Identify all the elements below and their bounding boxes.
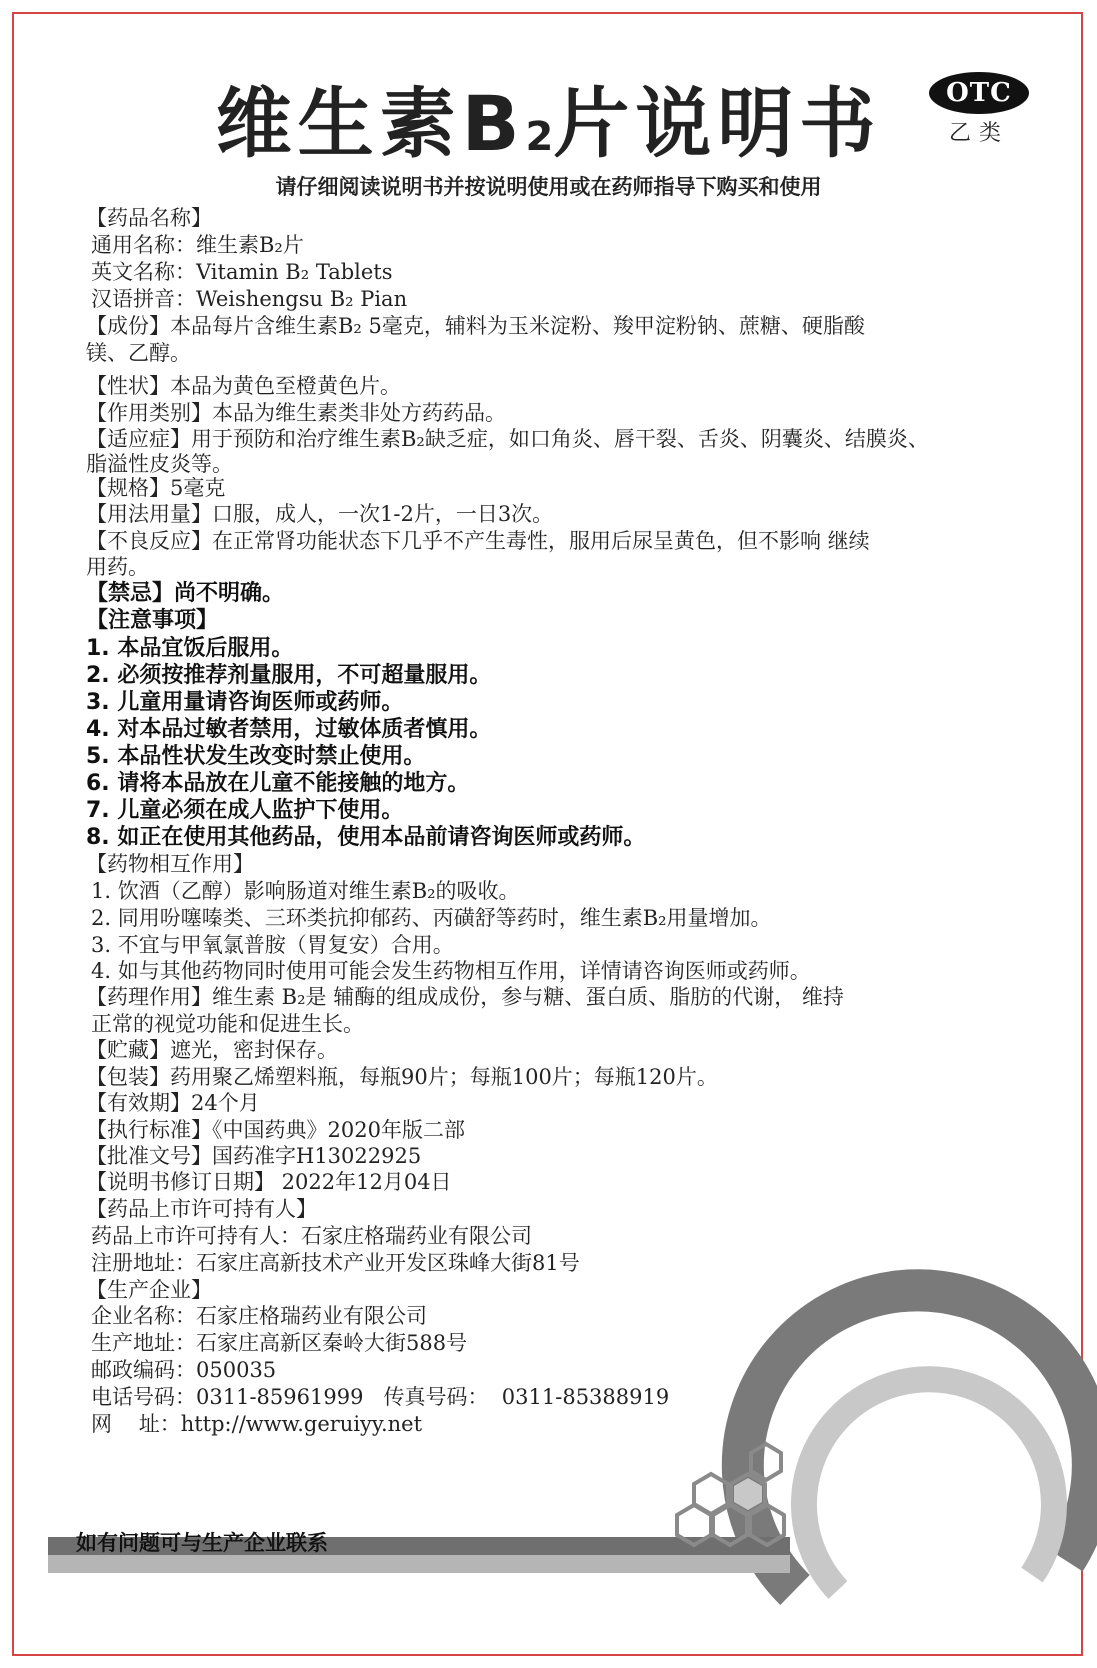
phone-fax: 电话号码：0311-85961999 传真号码： 0311-85388919: [91, 1385, 670, 1409]
decorative-bar-light: [48, 1555, 790, 1573]
section-heading-interactions: 【药物相互作用】: [86, 852, 254, 876]
decorative-inner-arc: [804, 1379, 1054, 1590]
precaution-item: 3. 儿童用量请咨询医师或药师。: [86, 690, 404, 715]
section-heading-manufacturer: 【生产企业】: [86, 1278, 212, 1302]
packaging: 【包装】药用聚乙烯塑料瓶，每瓶90片；每瓶100片；每瓶120片。: [86, 1065, 718, 1089]
manufacturer-name: 企业名称：石家庄格瑞药业有限公司: [91, 1304, 427, 1328]
standard: 【执行标准】《中国药典》2020年版二部: [86, 1118, 465, 1142]
precaution-item: 1. 本品宜饭后服用。: [86, 636, 294, 661]
description: 【性状】本品为黄色至橙黄色片。: [86, 374, 401, 398]
revision-date: 【说明书修订日期】 2022年12月04日: [86, 1170, 452, 1194]
website: 网 址：http://www.geruiyy.net: [91, 1412, 423, 1436]
mah-name: 药品上市许可持有人：石家庄格瑞药业有限公司: [91, 1224, 532, 1248]
dosage: 【用法用量】口服，成人，一次1-2片，一日3次。: [86, 502, 554, 526]
english-name: 英文名称：Vitamin B₂ Tablets: [91, 260, 393, 284]
precaution-item: 8. 如正在使用其他药品，使用本品前请咨询医师或药师。: [86, 825, 646, 850]
category: 【作用类别】本品为维生素类非处方药药品。: [86, 401, 506, 425]
precaution-item: 2. 必须按推荐剂量服用，不可超量服用。: [86, 663, 492, 688]
interaction-item: 2. 同用吩噻嗪类、三环类抗抑郁药、丙磺舒等药时，维生素B₂用量增加。: [91, 906, 772, 930]
precaution-item: 5. 本品性状发生改变时禁止使用。: [86, 744, 426, 769]
registered-address: 注册地址：石家庄高新技术产业开发区珠峰大街81号: [91, 1251, 580, 1275]
interaction-item: 3. 不宜与甲氧氯普胺（胃复安）合用。: [91, 933, 454, 957]
generic-name: 通用名称：维生素B₂片: [91, 233, 304, 257]
precaution-item: 7. 儿童必须在成人监护下使用。: [86, 798, 404, 823]
otc-class-label: 乙类: [948, 121, 1009, 146]
ingredients-line-1: 【成份】本品每片含维生素B₂ 5毫克，辅料为玉米淀粉、羧甲淀粉钠、蔗糖、硬脂酸: [86, 314, 865, 338]
storage: 【贮藏】遮光，密封保存。: [86, 1038, 338, 1062]
title-prefix: 维生素B: [215, 79, 526, 168]
section-heading-drug-name: 【药品名称】: [86, 206, 212, 230]
pharmacology-line-1: 【药理作用】维生素 B₂是 辅酶的组成成份，参与糖、蛋白质、脂肪的代谢， 维持: [86, 985, 844, 1009]
interaction-item: 1. 饮酒（乙醇）影响肠道对维生素B₂的吸收。: [91, 879, 520, 903]
usage-advice: 请仔细阅读说明书并按说明使用或在药师指导下购买和使用: [275, 175, 822, 199]
pharmacology-line-2: 正常的视觉功能和促进生长。: [91, 1012, 364, 1036]
approval-number: 【批准文号】国药准字H13022925: [86, 1144, 422, 1168]
ingredients-line-2: 镁、乙醇。: [86, 341, 191, 365]
adverse-reactions-line-2: 用药。: [86, 555, 149, 579]
contraindications: 【禁忌】尚不明确。: [86, 581, 285, 606]
title-subscript: 2: [525, 114, 554, 160]
precaution-item: 6. 请将本品放在儿童不能接触的地方。: [86, 771, 470, 796]
interaction-item: 4. 如与其他药物同时使用可能会发生药物相互作用，详情请咨询医师或药师。: [91, 959, 811, 983]
manufacturer-address: 生产地址：石家庄高新区秦岭大街588号: [91, 1331, 468, 1355]
section-heading-precautions: 【注意事项】: [86, 608, 219, 633]
strength: 【规格】5毫克: [86, 476, 226, 500]
precaution-item: 4. 对本品过敏者禁用，过敏体质者慎用。: [86, 717, 492, 742]
indications-line-2: 脂溢性皮炎等。: [86, 452, 233, 476]
adverse-reactions-line-1: 【不良反应】在正常肾功能状态下几乎不产生毒性，服用后尿呈黄色，但不影响 继续: [86, 529, 870, 553]
indications-line-1: 【适应症】用于预防和治疗维生素B₂缺乏症，如口角炎、唇干裂、舌炎、阴囊炎、结膜炎、: [86, 427, 929, 451]
postal-code: 邮政编码：050035: [91, 1358, 277, 1382]
otc-badge-label: OTC: [929, 72, 1029, 114]
title-suffix: 片说明书: [553, 79, 882, 168]
pinyin-name: 汉语拼音：Weishengsu B₂ Pian: [91, 287, 408, 311]
shelf-life: 【有效期】24个月: [86, 1091, 260, 1115]
section-heading-mah: 【药品上市许可持有人】: [86, 1197, 317, 1221]
contact-note: 如有问题可与生产企业联系: [76, 1531, 328, 1555]
